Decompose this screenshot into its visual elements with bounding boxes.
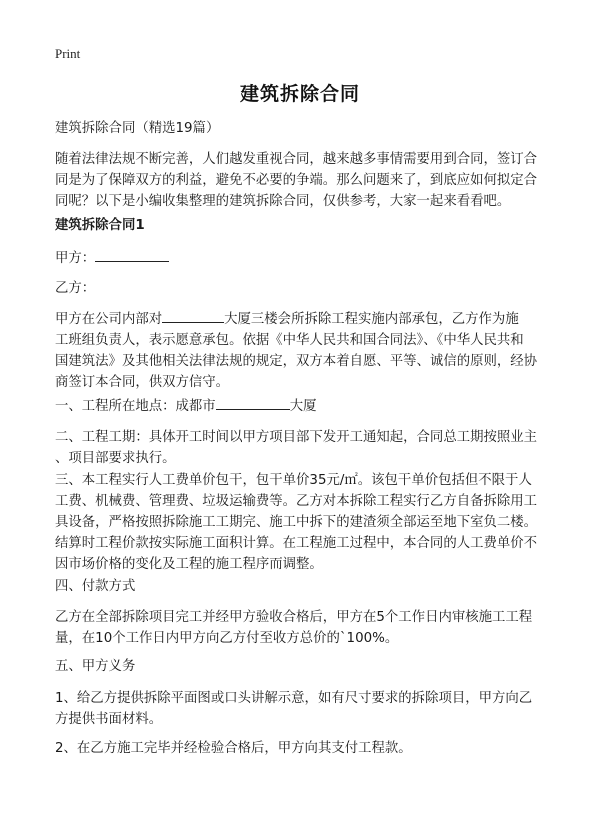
intro-line: 同是为了保障双方的利益，避免不必要的争端。那么问题来了，到底应如何拟定合: [55, 173, 538, 188]
clause-line: 工费、机械费、管理费、垃圾运输费等。乙方对本拆除工程实行乙方自备拆除用工: [55, 494, 538, 509]
clause-line: 1、给乙方提供拆除平面图或口头讲解示意，如有尺寸要求的拆除项目，甲方向乙: [55, 691, 533, 706]
clause-pricing: [55, 470, 553, 575]
document-subtitle: 建筑拆除合同（精选19篇）: [55, 121, 220, 136]
preamble-line: 商签订本合同，供双方信守。: [55, 375, 230, 390]
building-name-blank: [162, 308, 224, 323]
party-b-field: [55, 278, 553, 299]
clause-line: 乙方在全部拆除项目完工并经甲方验收合格后，甲方在5个工作日内审核施工工程: [55, 610, 533, 625]
clause-line: 结算时工程价款按实际施工面积计算。在工程施工过程中，本合同的人工费单价不: [55, 536, 538, 551]
clause-line: 三、本工程实行人工费单价包干，包干单价35元/㎡。该包干单价包括但不限于人: [55, 473, 532, 488]
preamble-line: 国建筑法》及其他相关法律法规的规定，双方本着自愿、平等、诚信的原则，经协: [55, 354, 538, 369]
party-b-label: 乙方：: [55, 281, 96, 296]
obligation-item: [55, 688, 553, 730]
clause-obligations-heading: 五、甲方义务: [55, 659, 136, 674]
clause-line: 具设备，严格按照拆除施工工期完、施工中拆下的建渣须全部运至地下室负二楼。: [55, 515, 538, 530]
obligation-item: [55, 738, 553, 759]
location-blank: [216, 395, 290, 410]
preamble-line: 甲方在公司内部对 大厦三楼会所拆除工程实施内部承包，乙方作为施: [55, 308, 553, 330]
preamble-line: 工班组负责人，表示愿意承包。依据《中华人民共和国合同法》、《中华人民共和: [55, 333, 524, 348]
party-a-blank: [95, 247, 169, 262]
clause-line: 因市场价格的变化及工程的施工程序而调整。: [55, 557, 323, 572]
clause-line: 二、工程工期：具体开工时间以甲方项目部下发开工通知起，合同总工期按照业主: [55, 430, 538, 445]
party-a-field: [55, 247, 553, 269]
clause-line: 2、在乙方施工完毕并经检验合格后，甲方向其支付工程款。: [55, 741, 412, 756]
clause-payment-heading: 四、付款方式: [55, 579, 136, 594]
document-title: 建筑拆除合同: [239, 83, 360, 105]
intro-line: 同呢？以下是小编收集整理的建筑拆除合同，仅供参考，大家一起来看看吧。: [55, 194, 511, 209]
intro-line: 随着法律法规不断完善，人们越发重视合同，越来越多事情需要用到合同，签订合: [55, 152, 538, 167]
party-a-label: 甲方：: [55, 251, 96, 266]
intro-paragraph: [55, 149, 553, 212]
clause-payment: [55, 607, 553, 649]
contract-preamble: [55, 308, 553, 393]
clause-location: 一、工程所在地点：成都市 大厦: [55, 395, 553, 417]
clause-duration: [55, 427, 553, 469]
clause-line: 方提供书面材料。: [55, 712, 163, 727]
clause-line: 、项目部要求执行。: [55, 451, 176, 466]
print-link[interactable]: Print: [55, 46, 81, 61]
clause-line: 量，在10个工作日内甲方向乙方付至收方总价的`100%。: [55, 631, 399, 646]
section-heading: 建筑拆除合同1: [55, 218, 145, 233]
